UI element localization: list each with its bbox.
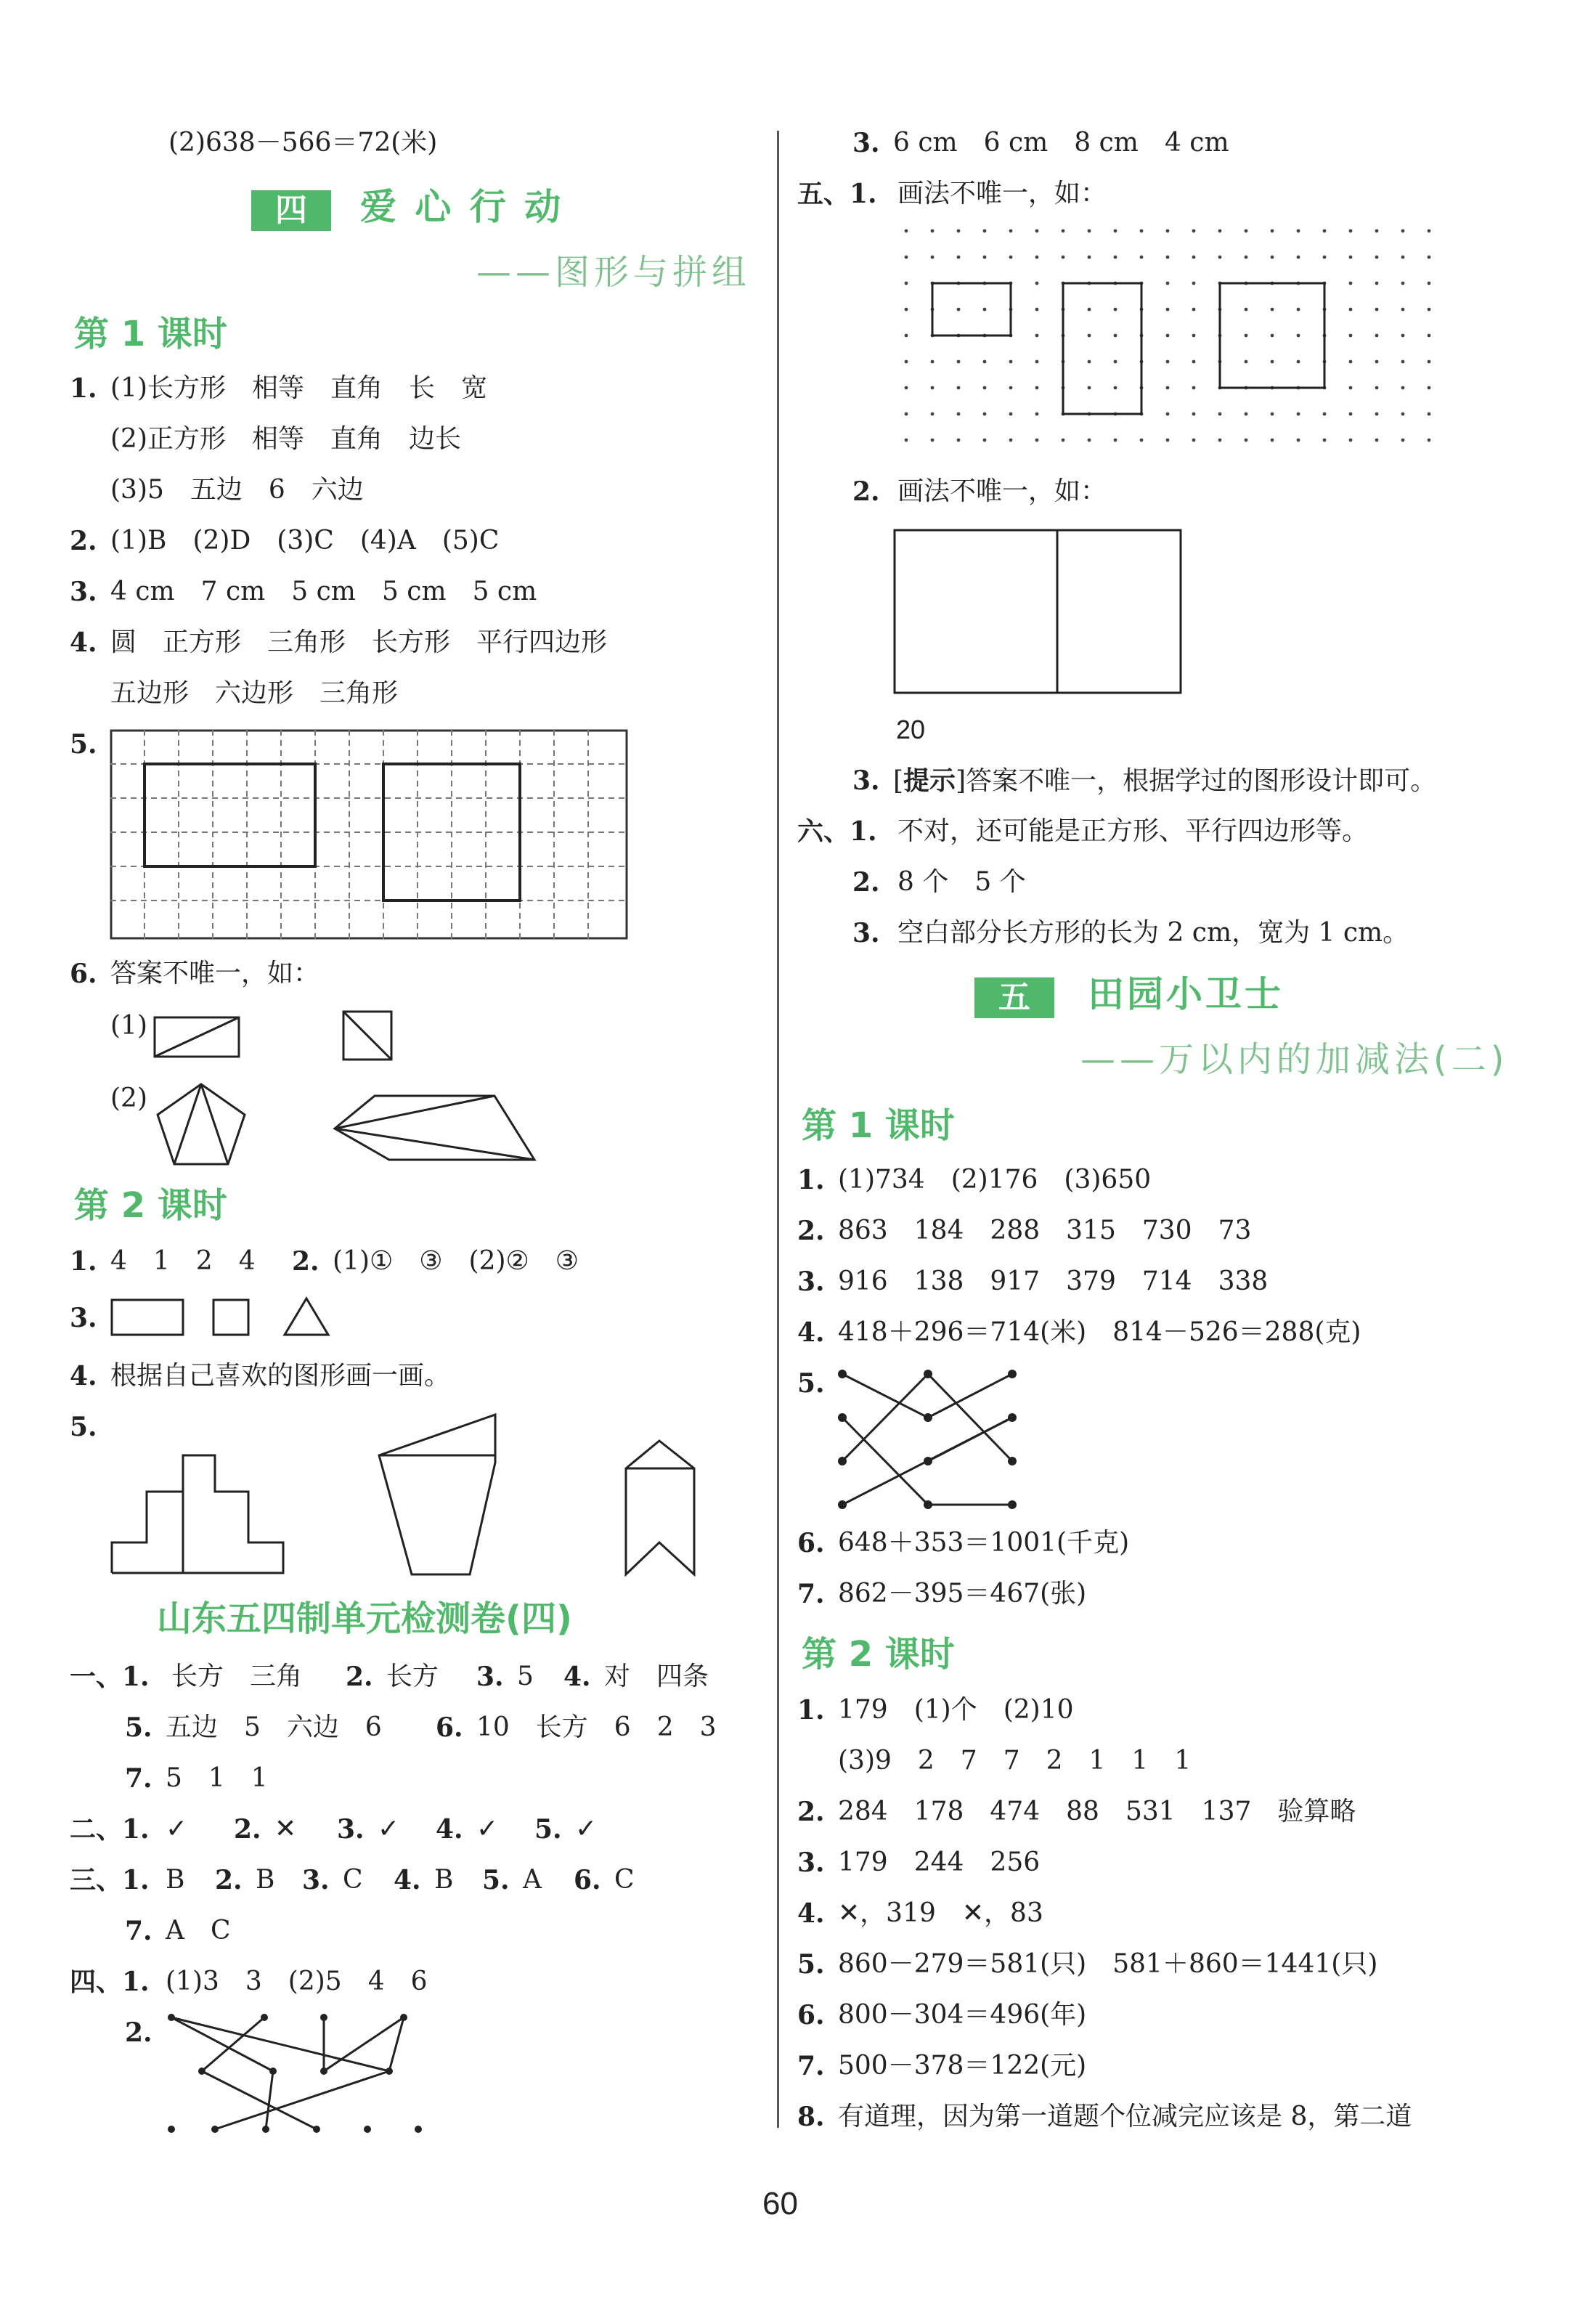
answer-line: A C <box>166 1916 231 1946</box>
answer-line: (2)正方形 相等 直角 边长 <box>110 424 461 454</box>
unit-subtitle: ——图形与拼组 <box>476 252 752 293</box>
answer-line: 284 178 474 88 531 137 验算略 <box>838 1797 1356 1826</box>
q-number: 3. <box>70 577 97 607</box>
answer-line: (1)B (2)D (3)C (4)A (5)C <box>110 526 500 556</box>
unit-title: 爱 心 行 动 <box>360 186 564 228</box>
divided-rectangle-figure <box>154 1017 241 1059</box>
q-number: 3. <box>797 1267 825 1297</box>
q-number: 2. <box>215 1865 243 1895</box>
answer-line: 916 138 917 379 714 338 <box>838 1267 1269 1296</box>
q-number: 7. <box>797 1579 825 1609</box>
answer-line: 有道理，因为第一道题个位减完应该是 8，第二道 <box>838 2102 1412 2131</box>
divided-parallelogram-figure <box>331 1092 542 1165</box>
answer-line: 长方 <box>386 1662 439 1691</box>
matching-lines-figure <box>164 2012 513 2135</box>
q-number: 4. <box>797 1317 825 1348</box>
q-number: 4. <box>394 1865 421 1895</box>
hint-label: 提示 <box>903 765 956 796</box>
figure-value: 20 <box>896 715 926 744</box>
unit-badge: 四 <box>251 190 331 231</box>
q-number: 1. <box>70 373 97 404</box>
q-number: 2. <box>797 1797 825 1827</box>
answer-mark: ✕ <box>274 1814 297 1844</box>
test-title: 山东五四制单元检测卷(四) <box>157 1598 572 1639</box>
q-number: 3. <box>476 1662 504 1692</box>
answer-line: C <box>614 1865 635 1895</box>
q-number: 2. <box>125 2017 152 2048</box>
answer-line: A <box>523 1865 542 1895</box>
q-number: 5. <box>797 1949 825 1980</box>
answer-line: B <box>166 1865 185 1895</box>
q-number: 6. <box>574 1865 601 1895</box>
q-number: 3. <box>852 918 880 948</box>
answer-line: 863 184 288 315 730 73 <box>838 1216 1252 1245</box>
answer-line: (1)734 (2)176 (3)650 <box>838 1165 1152 1195</box>
answer-mark: ✓ <box>476 1814 499 1844</box>
sub-label: (2) <box>110 1084 147 1113</box>
dot-grid-figure <box>903 228 1441 458</box>
answer-line: 画法不唯一，如： <box>897 179 1107 208</box>
q-number: 4. <box>70 627 97 658</box>
section-label: 三、1. <box>70 1865 150 1895</box>
lesson-1-title: 第 1 课时 <box>802 1105 955 1146</box>
answer-line: (3)9 2 7 7 2 1 1 1 <box>838 1746 1192 1776</box>
answer-line: (1)长方形 相等 直角 长 宽 <box>110 373 487 403</box>
q-number: 6. <box>70 959 97 989</box>
carryover-line: (2)638－566＝72(米) <box>168 128 438 158</box>
answer-line: 648＋353＝1001(千克) <box>838 1528 1130 1558</box>
answer-line: 179 244 256 <box>838 1847 1041 1877</box>
answer-line: 画法不唯一，如： <box>897 476 1107 506</box>
q-number: 5. <box>482 1865 510 1895</box>
answer-line: 5 1 1 <box>166 1763 268 1793</box>
answer-line: 10 长方 6 2 3 <box>476 1712 717 1742</box>
answer-line: 空白部分长方形的长为 2 cm，宽为 1 cm。 <box>897 918 1409 948</box>
lesson-2-title: 第 2 课时 <box>74 1185 227 1226</box>
lesson-2-title: 第 2 课时 <box>802 1634 955 1675</box>
q-number: 2. <box>852 867 880 898</box>
answer-line: ✕，319 ✕，83 <box>838 1898 1043 1928</box>
answer-line: 418＋296＝714(米) 814－526＝288(克) <box>838 1317 1361 1347</box>
answer-line: 不对，还可能是正方形、平行四边形等。 <box>897 816 1369 846</box>
q-number: 7. <box>125 1916 152 1946</box>
q-number: 6. <box>797 1528 825 1558</box>
q-number: 7. <box>797 2051 825 2081</box>
answer-line: B <box>434 1865 454 1895</box>
answer-line: 五边 5 六边 6 <box>166 1712 382 1742</box>
answer-line: 500－378＝122(元) <box>838 2051 1087 2081</box>
page-number: 60 <box>762 2186 798 2221</box>
column-divider <box>777 131 779 2128</box>
answer-mark: ✓ <box>378 1814 400 1844</box>
split-rectangle-figure <box>893 529 1184 696</box>
q-number: 4. <box>563 1662 591 1692</box>
answer-line: 8 个 5 个 <box>897 867 1026 897</box>
q-number: 2. <box>234 1814 261 1845</box>
q-number: 1. <box>797 1695 825 1725</box>
answer-line: 860－279＝581(只) 581＋860＝1441(只) <box>838 1949 1378 1979</box>
answer-line: (1)3 3 (2)5 4 6 <box>166 1967 428 1996</box>
answer-line: 圆 正方形 三角形 长方形 平行四边形 <box>110 627 608 657</box>
combined-shapes-figure <box>110 1412 728 1579</box>
q-number: 4. <box>70 1361 97 1391</box>
q-number: 3. <box>70 1303 97 1333</box>
answer-line: 答案不唯一，如： <box>110 959 320 988</box>
q-number: 8. <box>797 2102 825 2132</box>
answer-line: 4 1 2 4 <box>110 1246 256 1276</box>
unit-title: 田园小卫士 <box>1088 973 1284 1015</box>
answer-line: 对 四条 <box>604 1662 709 1691</box>
answer-line: 五边形 六边形 三角形 <box>110 678 399 708</box>
q-number: 3. <box>852 765 880 796</box>
section-label: 五、1. <box>797 179 877 209</box>
q-number: 1. <box>70 1246 97 1277</box>
answer-line: 6 cm 6 cm 8 cm 4 cm <box>893 128 1229 158</box>
unit-badge: 五 <box>974 977 1054 1018</box>
answer-line: 862－395＝467(张) <box>838 1579 1087 1609</box>
divided-pentagon-figure <box>154 1082 248 1169</box>
q-number: 3. <box>797 1847 825 1878</box>
sub-label: (1) <box>110 1011 147 1041</box>
q-number: 5. <box>70 1412 97 1442</box>
section-label: 六、1. <box>797 816 877 847</box>
unit-subtitle: ——万以内的加减法(二) <box>1080 1039 1509 1080</box>
q-number: 4. <box>797 1898 825 1929</box>
q-number: 3. <box>337 1814 365 1845</box>
answer-line: 179 (1)个 (2)10 <box>838 1695 1074 1725</box>
q-number: 2. <box>70 526 97 556</box>
lesson-1-title: 第 1 课时 <box>74 314 227 354</box>
answer-line: C <box>343 1865 363 1895</box>
answer-line: 根据自己喜欢的图形画一画。 <box>110 1361 451 1391</box>
q-number: 2. <box>797 1216 825 1246</box>
answer-mark: ✓ <box>166 1814 188 1844</box>
answer-line: (3)5 五边 6 六边 <box>110 475 364 505</box>
answer-line: (1)① ③ (2)② ③ <box>333 1246 579 1276</box>
q-number: 6. <box>797 2000 825 2030</box>
answer-line: B <box>256 1865 275 1895</box>
grid-rectangles-figure <box>110 730 627 940</box>
q-number: 5. <box>70 729 97 760</box>
answer-line: 4 cm 7 cm 5 cm 5 cm 5 cm <box>110 577 537 606</box>
q-number: 5. <box>797 1368 825 1399</box>
q-number: 1. <box>797 1165 825 1195</box>
q-number: 5. <box>125 1712 152 1743</box>
section-label: 四、1. <box>70 1967 150 1997</box>
q-number: 2. <box>852 476 880 507</box>
q-number: 6. <box>436 1712 463 1743</box>
matching-lines-figure <box>834 1365 1022 1511</box>
q-number: 5. <box>534 1814 562 1845</box>
q-number: 4. <box>436 1814 463 1845</box>
section-label: 二、1. <box>70 1814 150 1845</box>
answer-line: 5 <box>517 1662 534 1691</box>
answer-line: 答案不唯一，根据学过的图形设计即可。 <box>966 766 1437 796</box>
q-number: 3. <box>302 1865 330 1895</box>
answer-line: 长方 三角 <box>171 1662 303 1691</box>
shapes-figure <box>110 1296 343 1339</box>
q-number: 7. <box>125 1763 152 1794</box>
divided-square-figure <box>343 1011 394 1062</box>
q-number: 2. <box>292 1246 319 1277</box>
section-label: 一、1. <box>70 1662 150 1692</box>
q-number: 2. <box>346 1662 373 1692</box>
q-number: 3. <box>852 128 880 158</box>
answer-line: 800－304＝496(年) <box>838 2000 1087 2030</box>
answer-mark: ✓ <box>575 1814 598 1844</box>
